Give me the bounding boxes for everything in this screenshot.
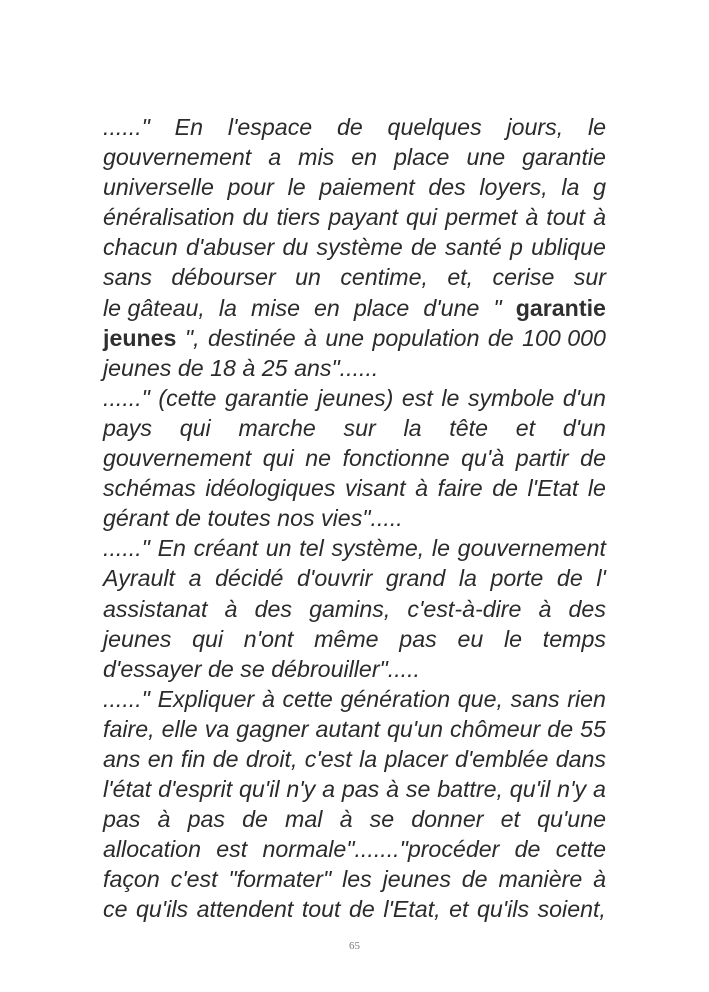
word: vies"..... bbox=[321, 505, 403, 532]
word: battre, bbox=[437, 776, 503, 803]
word: n'y bbox=[286, 776, 316, 803]
text-line bbox=[103, 594, 606, 624]
word: centime, bbox=[340, 264, 428, 291]
word: ......" bbox=[103, 535, 150, 562]
word: pays bbox=[103, 414, 152, 441]
word: paiement bbox=[319, 174, 415, 201]
word: en bbox=[314, 294, 340, 321]
word: de bbox=[556, 565, 583, 592]
word: cette bbox=[282, 685, 333, 712]
word: la bbox=[359, 745, 378, 772]
word: tête bbox=[449, 414, 488, 441]
word: soient, bbox=[537, 896, 606, 923]
word: 25 bbox=[261, 354, 288, 381]
word: placer bbox=[384, 745, 448, 772]
word: de bbox=[349, 896, 375, 923]
word: d'un bbox=[562, 384, 606, 411]
word: 18 bbox=[210, 354, 236, 381]
word: créant bbox=[193, 535, 259, 562]
word: 100 000 bbox=[522, 324, 606, 351]
text-line bbox=[103, 323, 606, 353]
word: de bbox=[514, 836, 541, 863]
text-line bbox=[103, 804, 606, 834]
word: un bbox=[295, 264, 321, 291]
word: gouvernement bbox=[457, 535, 606, 562]
word: du bbox=[282, 234, 309, 261]
word: c'est-à-dire bbox=[407, 595, 522, 622]
word: la bbox=[458, 565, 477, 592]
word: même bbox=[314, 625, 379, 652]
word: place bbox=[353, 294, 410, 321]
text-line bbox=[103, 443, 606, 473]
text-line bbox=[103, 684, 606, 714]
word: à bbox=[525, 204, 539, 231]
word: tout bbox=[301, 896, 341, 923]
word: jeunes bbox=[103, 354, 172, 381]
word: destinée bbox=[207, 324, 296, 351]
word: garantie bbox=[515, 294, 606, 321]
word: mal bbox=[285, 806, 323, 833]
text-line bbox=[103, 473, 606, 503]
word: cerise bbox=[492, 264, 555, 291]
word: le bbox=[287, 174, 306, 201]
word: gamins, bbox=[309, 595, 391, 622]
word: ......" bbox=[103, 685, 150, 712]
text-line bbox=[103, 232, 606, 262]
word: grand bbox=[385, 565, 446, 592]
word: dans bbox=[555, 745, 606, 772]
word: de bbox=[208, 655, 234, 682]
word: pas bbox=[399, 625, 437, 652]
word: ", bbox=[184, 324, 200, 351]
word: manière bbox=[498, 866, 583, 893]
word: garantie bbox=[522, 144, 606, 171]
word: marche bbox=[238, 414, 316, 441]
text-line bbox=[103, 142, 606, 172]
word: pour bbox=[227, 174, 274, 201]
word: système, bbox=[331, 535, 425, 562]
word: Expliquer bbox=[157, 685, 255, 712]
word: ce bbox=[103, 896, 128, 923]
word: place bbox=[394, 144, 450, 171]
word: la bbox=[561, 174, 580, 201]
text-line bbox=[103, 262, 606, 292]
word: En bbox=[174, 114, 204, 140]
word: d'une bbox=[423, 294, 480, 321]
word: allocation bbox=[103, 836, 201, 863]
word: qu'il bbox=[509, 776, 551, 803]
word: qui bbox=[179, 414, 211, 441]
word: nos bbox=[277, 505, 315, 532]
word: a bbox=[322, 776, 336, 803]
word: c'est bbox=[170, 866, 218, 893]
word: porte bbox=[490, 565, 544, 592]
word: la bbox=[403, 414, 422, 441]
word: chômeur bbox=[450, 715, 541, 742]
word: de bbox=[411, 234, 437, 261]
word: symbole bbox=[467, 384, 555, 411]
word: le bbox=[441, 384, 460, 411]
word: façon bbox=[103, 866, 160, 893]
word: de bbox=[212, 745, 239, 772]
word: gérant bbox=[103, 505, 169, 532]
word: de bbox=[175, 505, 202, 532]
word: l'espace bbox=[227, 114, 313, 140]
word: est bbox=[401, 384, 433, 411]
word: énéralisation bbox=[103, 204, 235, 231]
text-line bbox=[103, 112, 606, 142]
word: jeunes bbox=[103, 625, 172, 652]
word: fonctionne bbox=[342, 445, 450, 472]
word: gagner bbox=[236, 715, 309, 742]
word: gouvernement bbox=[103, 445, 252, 472]
word: de bbox=[336, 114, 363, 140]
word: à bbox=[593, 204, 606, 231]
word: qui bbox=[192, 625, 224, 652]
word: qu'ils bbox=[136, 896, 189, 923]
word: une bbox=[325, 324, 365, 351]
word: à bbox=[339, 806, 353, 833]
word: d'esprit bbox=[158, 776, 233, 803]
word: tel bbox=[299, 535, 324, 562]
word: 55 bbox=[580, 715, 606, 742]
word: des bbox=[568, 595, 606, 622]
text-line bbox=[103, 503, 606, 533]
word: ne bbox=[305, 445, 332, 472]
word: de bbox=[487, 324, 514, 351]
word: du bbox=[242, 204, 269, 231]
word: à bbox=[261, 685, 275, 712]
word: p bbox=[510, 234, 523, 261]
word: sur bbox=[343, 414, 376, 441]
word: pas bbox=[187, 806, 225, 833]
text-line bbox=[103, 774, 606, 804]
word: droit, bbox=[245, 745, 298, 772]
word: de bbox=[547, 715, 574, 742]
word: d'ouvrir bbox=[297, 565, 373, 592]
word: débrouiller"..... bbox=[271, 655, 420, 682]
word: partir bbox=[515, 445, 569, 472]
word: sans bbox=[510, 685, 560, 712]
word: toutes bbox=[207, 505, 271, 532]
text-line bbox=[103, 624, 606, 654]
word: l'Etat bbox=[527, 475, 579, 502]
word: à bbox=[415, 475, 429, 502]
word: qu'une bbox=[537, 806, 606, 833]
word: qu'à bbox=[461, 445, 505, 472]
word: sur bbox=[573, 264, 606, 291]
word: qu'il bbox=[238, 776, 280, 803]
word: temps bbox=[542, 625, 606, 652]
word: tiers bbox=[276, 204, 321, 231]
word: les bbox=[342, 866, 372, 893]
text-line bbox=[103, 744, 606, 774]
word: chacun bbox=[103, 234, 178, 261]
word: pas bbox=[103, 806, 141, 833]
word: g bbox=[593, 174, 606, 201]
word: tout bbox=[546, 204, 585, 231]
word: ans"...... bbox=[294, 354, 379, 381]
word: universelle bbox=[103, 174, 214, 201]
word: jours, bbox=[506, 114, 564, 140]
word: ans bbox=[103, 745, 141, 772]
word: à bbox=[157, 806, 171, 833]
word: eu bbox=[457, 625, 484, 652]
word: rien bbox=[567, 685, 606, 712]
word: de bbox=[492, 475, 518, 502]
word: visant bbox=[345, 475, 406, 502]
word: à bbox=[538, 595, 552, 622]
word: mis bbox=[298, 144, 335, 171]
word: une bbox=[466, 144, 506, 171]
word: "formater" bbox=[228, 866, 332, 893]
word: système bbox=[316, 234, 403, 261]
word: le gâteau, bbox=[103, 294, 205, 321]
word: génération bbox=[340, 685, 451, 712]
word: Ayrault bbox=[103, 565, 175, 592]
word: de bbox=[177, 354, 204, 381]
word: se bbox=[405, 776, 431, 803]
word: ublique bbox=[531, 234, 606, 261]
word: d'emblée bbox=[454, 745, 549, 772]
word: jeunes bbox=[103, 324, 177, 351]
word: se bbox=[369, 806, 395, 833]
word: le bbox=[587, 114, 606, 140]
word: le bbox=[431, 535, 450, 562]
body-text bbox=[103, 112, 606, 925]
word: décidé bbox=[215, 565, 284, 592]
word: idéologiques bbox=[205, 475, 336, 502]
word: permet bbox=[445, 204, 518, 231]
word: jeunes) bbox=[317, 384, 394, 411]
word: ......" bbox=[103, 114, 150, 140]
text-line bbox=[103, 563, 606, 593]
word: c'est bbox=[304, 745, 352, 772]
word: attendent bbox=[196, 896, 294, 923]
word: qui bbox=[406, 204, 437, 231]
word: à bbox=[304, 324, 317, 351]
word: a bbox=[188, 565, 202, 592]
word: normale"......."procéder bbox=[262, 836, 500, 863]
word: schémas bbox=[103, 475, 196, 502]
word: santé bbox=[445, 234, 502, 261]
word: loyers, bbox=[479, 174, 548, 201]
word: un bbox=[265, 535, 292, 562]
word: donner bbox=[411, 806, 484, 833]
word: l'Etat, bbox=[383, 896, 441, 923]
word: à bbox=[386, 776, 400, 803]
word: se bbox=[240, 655, 265, 682]
text-line bbox=[103, 353, 606, 383]
word: autant bbox=[315, 715, 380, 742]
text-line bbox=[103, 654, 606, 684]
word: n'y bbox=[557, 776, 587, 803]
word: la bbox=[218, 294, 237, 321]
text-line bbox=[103, 894, 606, 924]
word: sans bbox=[103, 264, 152, 291]
word: a bbox=[592, 776, 606, 803]
word: d'un bbox=[562, 414, 606, 441]
text-line bbox=[103, 172, 606, 202]
word: des bbox=[428, 174, 466, 201]
text-line bbox=[103, 383, 606, 413]
word: n'ont bbox=[243, 625, 294, 652]
word: l' bbox=[596, 565, 606, 592]
word: qu'un bbox=[387, 715, 444, 742]
word: en bbox=[351, 144, 378, 171]
word: et, bbox=[447, 264, 474, 291]
word: jeunes bbox=[382, 866, 451, 893]
word: est bbox=[216, 836, 248, 863]
word: le bbox=[503, 625, 523, 652]
word: cette bbox=[555, 836, 606, 863]
word: de bbox=[580, 445, 606, 472]
word: (cette bbox=[158, 384, 217, 411]
word: garantie bbox=[224, 384, 309, 411]
word: gouvernement bbox=[103, 144, 252, 171]
word: l'état bbox=[103, 776, 152, 803]
word: faire bbox=[437, 475, 483, 502]
word: débourser bbox=[171, 264, 276, 291]
text-line bbox=[103, 864, 606, 894]
word: à bbox=[242, 354, 256, 381]
word: quelques bbox=[387, 114, 482, 140]
word: payant bbox=[328, 204, 398, 231]
text-line bbox=[103, 413, 606, 443]
word: d'abuser bbox=[186, 234, 275, 261]
word: assistanat bbox=[103, 595, 208, 622]
word: et bbox=[500, 806, 520, 833]
word: En bbox=[157, 535, 186, 562]
word: et bbox=[515, 414, 536, 441]
word: que, bbox=[457, 685, 503, 712]
word: va bbox=[204, 715, 230, 742]
text-line bbox=[103, 533, 606, 563]
word: de bbox=[461, 866, 488, 893]
word: " bbox=[493, 294, 502, 321]
word: d'essayer bbox=[103, 655, 202, 682]
word: fin bbox=[180, 745, 206, 772]
word: des bbox=[254, 595, 292, 622]
word: qui bbox=[262, 445, 294, 472]
word: a bbox=[268, 144, 282, 171]
word: qu'ils bbox=[476, 896, 530, 923]
word: pas bbox=[341, 776, 380, 803]
text-line bbox=[103, 202, 606, 232]
word: elle bbox=[161, 715, 198, 742]
word: le bbox=[587, 475, 606, 502]
word: ......" bbox=[103, 384, 150, 411]
page-number: 65 bbox=[349, 940, 360, 952]
word: faire, bbox=[103, 715, 155, 742]
word: et bbox=[449, 896, 469, 923]
word: population bbox=[372, 324, 480, 351]
text-line bbox=[103, 834, 606, 864]
word: de bbox=[242, 806, 268, 833]
word: à bbox=[593, 866, 606, 893]
word: à bbox=[224, 595, 238, 622]
text-line bbox=[103, 714, 606, 744]
text-line bbox=[103, 293, 606, 323]
word: mise bbox=[251, 294, 300, 321]
word: en bbox=[147, 745, 174, 772]
